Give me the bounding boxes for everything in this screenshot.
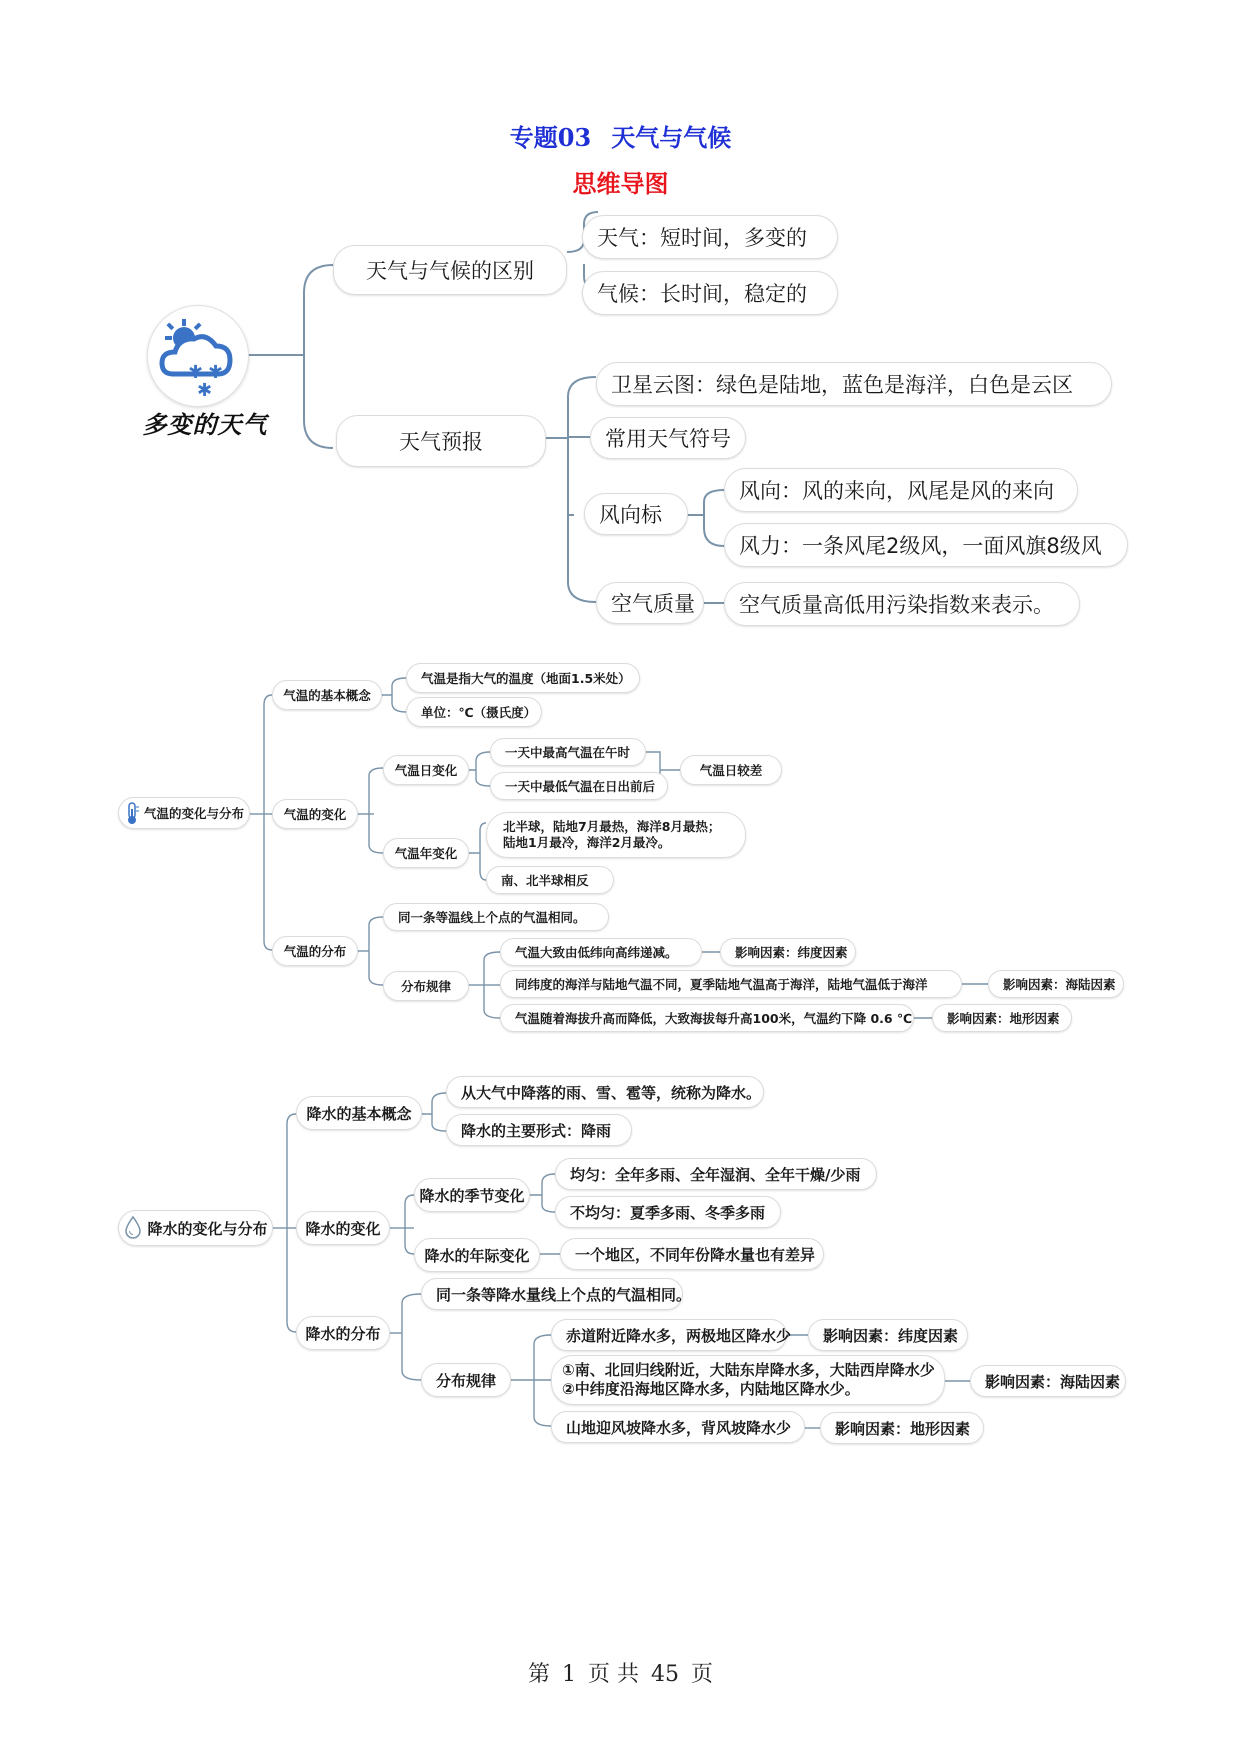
node-weather-definition[interactable]: 天气：短时间，多变的 xyxy=(582,215,838,259)
node-wind-vane[interactable]: 风向标 xyxy=(584,493,688,535)
node-isohyet[interactable]: 同一条等降水量线上个点的气温相同。 xyxy=(421,1278,683,1310)
node-seasonal-change[interactable]: 降水的季节变化 xyxy=(414,1178,530,1212)
svg-text:✱: ✱ xyxy=(208,362,224,383)
node-windward-slope[interactable]: 山地迎风坡降水多，背风坡降水少 xyxy=(551,1411,805,1443)
node-latitude-decrease[interactable]: 气温大致由低纬向高纬递减。 xyxy=(500,938,702,966)
footer-page-number: 1 xyxy=(562,1662,576,1687)
node-factor-terrain[interactable]: 影响因素：地形因素 xyxy=(932,1004,1072,1032)
node-precipitation-distribution[interactable]: 降水的分布 xyxy=(296,1316,390,1350)
node-precip-factor-sea-land[interactable]: 影响因素：海陆因素 xyxy=(970,1365,1126,1397)
node-air-quality-index[interactable]: 空气质量高低用污染指数来表示。 xyxy=(724,582,1080,626)
svg-text:✱: ✱ xyxy=(197,380,213,401)
node-seasonal-uneven[interactable]: 不均匀：夏季多雨、冬季多雨 xyxy=(555,1196,781,1228)
node-wind-direction[interactable]: 风向：风的来向，风尾是风的来向 xyxy=(724,468,1078,512)
footer-prefix: 第 xyxy=(527,1662,550,1687)
node-south-opposite[interactable]: 南、北半球相反 xyxy=(486,866,614,894)
node-sea-land-difference[interactable]: 同纬度的海洋与陆地气温不同，夏季陆地气温高于海洋，陆地气温低于海洋 xyxy=(500,970,962,998)
node-temperature-change[interactable]: 气温的变化 xyxy=(272,799,358,829)
weather-root-label: 多变的天气 xyxy=(142,411,268,439)
node-precipitation-basic[interactable]: 降水的基本概念 xyxy=(296,1096,422,1130)
water-drop-icon xyxy=(123,1215,143,1241)
node-temperature-definition[interactable]: 气温是指大气的温度（地面1.5米处） xyxy=(406,663,640,693)
node-daily-max[interactable]: 一天中最高气温在午时 xyxy=(490,738,646,766)
node-wind-force[interactable]: 风力：一条风尾2级风，一面风旗8级风 xyxy=(724,523,1128,567)
north-line-1: 北半球，陆地7月最热，海洋8月最热； xyxy=(503,819,721,835)
topic-title: 天气与气候 xyxy=(611,123,732,152)
node-factor-sea-land[interactable]: 影响因素：海陆因素 xyxy=(988,970,1124,998)
node-temperature-basic[interactable]: 气温的基本概念 xyxy=(272,680,382,710)
node-weather-forecast[interactable]: 天气预报 xyxy=(336,415,546,467)
node-temperature-distribution[interactable]: 气温的分布 xyxy=(272,936,358,966)
annual-change-label: 气温年变化 xyxy=(394,846,458,861)
document-subtitle: 思维导图 xyxy=(572,169,669,198)
node-satellite-cloud-image[interactable]: 卫星云图：绿色是陆地，蓝色是海洋，白色是云区 xyxy=(596,362,1112,406)
node-precipitation-change[interactable]: 降水的变化 xyxy=(296,1211,390,1245)
node-tropic-coast[interactable] xyxy=(551,1355,945,1405)
node-precipitation-form[interactable]: 降水的主要形式：降雨 xyxy=(446,1114,632,1146)
footer-suffix: 页 xyxy=(691,1662,714,1687)
node-interannual-desc[interactable]: 一个地区，不同年份降水量也有差异 xyxy=(560,1238,824,1270)
node-factor-latitude[interactable]: 影响因素：纬度因素 xyxy=(720,938,856,966)
node-temperature-unit[interactable]: 单位：℃（摄氏度） xyxy=(406,697,542,727)
tropic-line-1: ①南、北回归线附近，大陆东岸降水多，大陆西岸降水少 xyxy=(562,1361,935,1380)
node-precip-factor-latitude[interactable]: 影响因素：纬度因素 xyxy=(808,1319,968,1351)
node-precipitation-pattern[interactable]: 分布规律 xyxy=(421,1363,511,1397)
node-isotherm[interactable]: 同一条等温线上个点的气温相同。 xyxy=(383,903,609,931)
node-weather-symbols[interactable]: 常用天气符号 xyxy=(590,417,746,459)
node-air-quality[interactable]: 空气质量 xyxy=(596,582,704,624)
footer-total-pages: 45 xyxy=(651,1662,679,1687)
node-altitude-decrease[interactable]: 气温随着海拔升高而降低，大致海拔每升高100米，气温约下降 0.6 ℃ xyxy=(500,1004,914,1032)
precipitation-root-label: 降水的变化与分布 xyxy=(147,1219,268,1238)
topic-number: 专题03 xyxy=(509,123,592,152)
page-footer xyxy=(0,1657,1241,1688)
footer-mid: 页 共 xyxy=(588,1662,639,1687)
node-daily-change[interactable]: 气温日变化 xyxy=(383,755,469,785)
node-daily-min[interactable]: 一天中最低气温在日出前后 xyxy=(490,772,668,800)
svg-text:✱: ✱ xyxy=(188,362,204,383)
node-daily-range[interactable]: 气温日较差 xyxy=(680,755,782,785)
north-line-2: 陆地1月最冷，海洋2月最冷。 xyxy=(503,835,671,850)
node-seasonal-even[interactable]: 均匀：全年多雨、全年湿润、全年干燥/少雨 xyxy=(555,1158,877,1190)
temperature-root-label: 气温的变化与分布 xyxy=(143,806,244,821)
node-weather-climate-difference[interactable]: 天气与气候的区别 xyxy=(333,245,567,295)
node-precipitation-root[interactable] xyxy=(118,1210,273,1246)
node-equator-polar[interactable]: 赤道附近降水多，两极地区降水少 xyxy=(551,1319,787,1351)
node-interannual-change[interactable]: 降水的年际变化 xyxy=(414,1238,540,1272)
tropic-line-2: ②中纬度沿海地区降水多，内陆地区降水少。 xyxy=(562,1380,860,1398)
node-climate-definition[interactable]: 气候：长时间，稳定的 xyxy=(582,271,838,315)
node-precipitation-definition[interactable]: 从大气中降落的雨、雪、雹等，统称为降水。 xyxy=(446,1076,764,1108)
node-precip-factor-terrain[interactable]: 影响因素：地形因素 xyxy=(820,1412,984,1444)
node-temperature-pattern[interactable]: 分布规律 xyxy=(383,971,469,1001)
